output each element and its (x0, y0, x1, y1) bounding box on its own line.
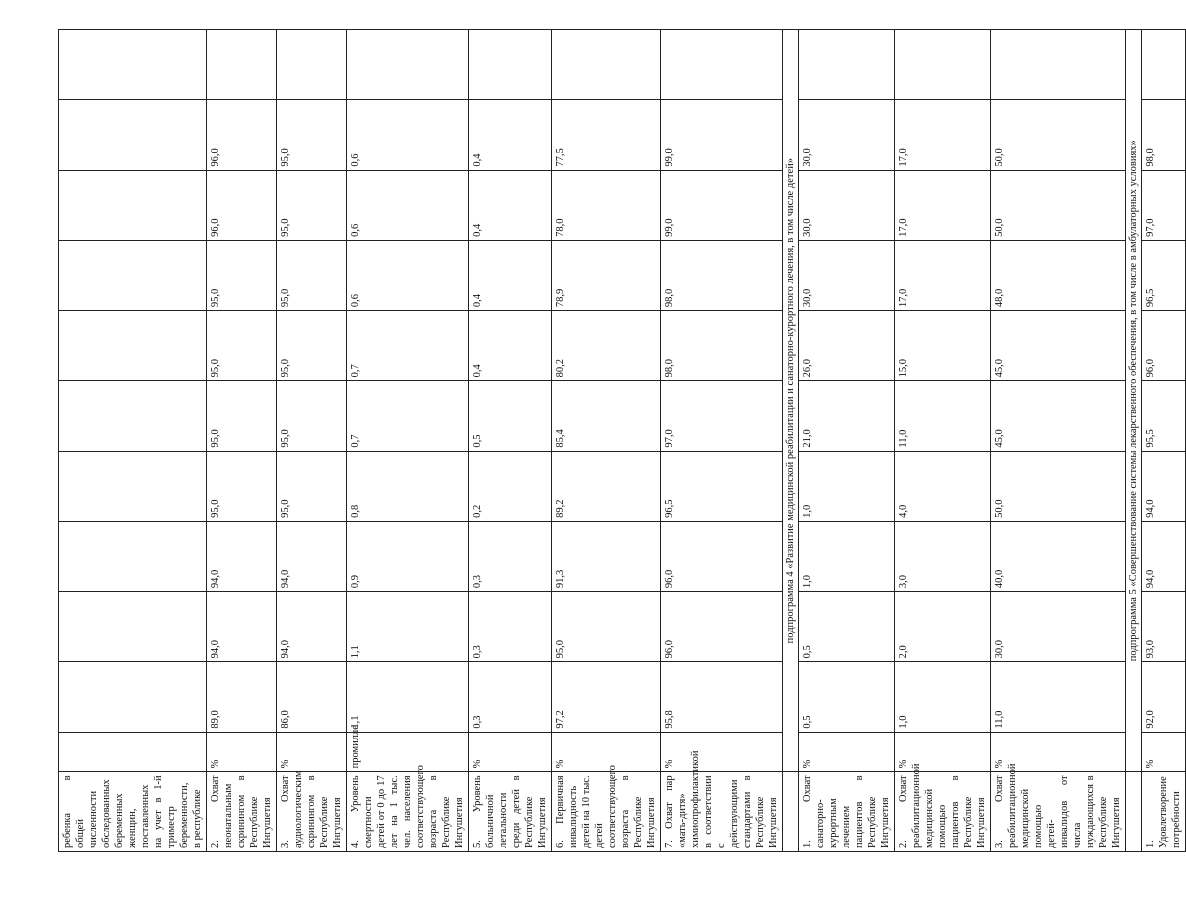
value-cell: 78,0 (552, 170, 661, 240)
value-cell: 4,0 (895, 451, 991, 521)
table-row (1142, 30, 1186, 852)
value-cell: 0,4 (469, 311, 552, 381)
value-cell: 30,0 (799, 240, 895, 310)
value-cell: 40,0 (991, 521, 1126, 591)
indicator-name: 5. Уровень больничной летальности среди детей в Республике Ингушетия (469, 772, 552, 852)
unit-cell: % (277, 732, 347, 772)
value-cell: 0,7 (347, 381, 469, 451)
indicator-name: ребенка в общей численности обследованных беременных женщин, поставленных на учет в 1-й триместр беременности, в республике (59, 772, 207, 852)
value-cell: 95,0 (207, 381, 277, 451)
value-cell: 96,0 (207, 170, 277, 240)
value-cell: 95,5 (1142, 381, 1186, 451)
value-cell: 89,0 (207, 662, 277, 732)
value-cell: 17,0 (895, 240, 991, 310)
value-cell: 0,2 (469, 451, 552, 521)
value-cell: 98,0 (661, 240, 783, 310)
value-cell: 94,0 (1142, 521, 1186, 591)
unit-cell: % (661, 732, 783, 772)
value-cell: 99,0 (661, 100, 783, 170)
indicator-name: 6. Первичная инвалидность детей на 10 тыс. детей соответствующего возраста в Республике Ингушетия (552, 772, 661, 852)
value-cell: 11,0 (991, 662, 1126, 732)
value-cell: 45,0 (991, 381, 1126, 451)
value-cell: 0,5 (799, 592, 895, 662)
value-cell: 96,5 (1142, 240, 1186, 310)
value-cell: 97,0 (661, 381, 783, 451)
unit-cell: промилле (347, 732, 469, 772)
value-cell: 21,0 (799, 381, 895, 451)
value-cell: 95,0 (552, 592, 661, 662)
value-cell: 17,0 (895, 170, 991, 240)
value-cell: 1,0 (895, 662, 991, 732)
indicator-name: 1. Удовлетворение потребности (1142, 772, 1186, 852)
unit-cell: % (895, 732, 991, 772)
value-cell: 30,0 (799, 170, 895, 240)
indicator-name: 1. Охват санаторно-курортным лечением пациентов в Республике Ингушетия (799, 772, 895, 852)
value-cell: 91,3 (552, 521, 661, 591)
value-cell: 50,0 (991, 100, 1126, 170)
value-cell: 95,8 (661, 662, 783, 732)
value-cell: 11,0 (895, 381, 991, 451)
value-cell: 95,0 (277, 311, 347, 381)
value-cell: 15,0 (895, 311, 991, 381)
indicator-name: 4. Уровень смертности детей от 0 до 17 лет на 1 тыс. чел. населения соответствующего возраста в Республике Ингушетия (347, 772, 469, 852)
value-cell: 96,5 (661, 451, 783, 521)
value-cell: 95,0 (277, 170, 347, 240)
unit-cell: % (552, 732, 661, 772)
value-cell: 98,0 (1142, 100, 1186, 170)
unit-cell: % (469, 732, 552, 772)
table-row (661, 30, 783, 852)
value-cell: 96,0 (661, 521, 783, 591)
value-cell: 1,0 (799, 521, 895, 591)
value-cell: 80,2 (552, 311, 661, 381)
value-cell: 0,4 (469, 240, 552, 310)
value-cell: 78,9 (552, 240, 661, 310)
table-row (59, 30, 207, 852)
value-cell: 96,0 (1142, 311, 1186, 381)
value-cell: 30,0 (799, 100, 895, 170)
table-row (277, 30, 347, 852)
value-cell: 1,0 (799, 451, 895, 521)
value-cell: 0,3 (469, 592, 552, 662)
value-cell: 0,6 (347, 100, 469, 170)
value-cell: 95,0 (207, 240, 277, 310)
value-cell: 0,3 (469, 662, 552, 732)
indicator-name: 7. Охват пар «мать-дитя» химиопрофилактикой в соответствии с действующими стандартами в Республике Ингушетия (661, 772, 783, 852)
value-cell: 93,0 (1142, 592, 1186, 662)
value-cell: 0,4 (469, 170, 552, 240)
value-cell: 94,0 (207, 521, 277, 591)
value-cell: 95,0 (207, 451, 277, 521)
value-cell: 17,0 (895, 100, 991, 170)
value-cell: 1,1 (347, 592, 469, 662)
unit-cell: % (1142, 732, 1186, 772)
unit-cell: % (991, 732, 1126, 772)
unit-cell: % (207, 732, 277, 772)
value-cell: 94,0 (207, 592, 277, 662)
indicators-table (58, 29, 1186, 852)
unit-cell: % (799, 732, 895, 772)
value-cell: 97,0 (1142, 170, 1186, 240)
value-cell: 77,5 (552, 100, 661, 170)
value-cell: 98,0 (661, 311, 783, 381)
value-cell: 89,2 (552, 451, 661, 521)
value-cell: 3,0 (895, 521, 991, 591)
value-cell: 0,8 (347, 451, 469, 521)
subprogram-row (783, 30, 799, 852)
rotated-page (58, 29, 1182, 852)
value-cell: 92,0 (1142, 662, 1186, 732)
value-cell: 48,0 (991, 240, 1126, 310)
indicator-name: 3. Охват аудиологическим скринингом в Республике Ингушетия (277, 772, 347, 852)
table-row (799, 30, 895, 852)
value-cell: 95,0 (207, 311, 277, 381)
value-cell: 50,0 (991, 451, 1126, 521)
value-cell: 0,4 (469, 100, 552, 170)
value-cell: 95,0 (277, 381, 347, 451)
subprogram-row (1126, 30, 1142, 852)
value-cell: 97,2 (552, 662, 661, 732)
value-cell: 0,3 (469, 521, 552, 591)
table-row (991, 30, 1126, 852)
value-cell: 99,0 (661, 170, 783, 240)
value-cell: 1,1 (347, 662, 469, 732)
value-cell: 0,5 (469, 381, 552, 451)
table-row (895, 30, 991, 852)
subprogram-title: подпрограмма 4 «Развитие медицинской реабилитации и санаторно-курортного лечения, в том числе детей» (783, 30, 799, 772)
value-cell: 0,6 (347, 170, 469, 240)
value-cell: 0,9 (347, 521, 469, 591)
table-row (469, 30, 552, 852)
value-cell: 86,0 (277, 662, 347, 732)
value-cell: 0,6 (347, 240, 469, 310)
table-row (207, 30, 277, 852)
indicator-name: 3. Охват реабилитационной медицинской помощью детей-инвалидов от числа нуждающихся в Республике Ингушетия (991, 772, 1126, 852)
value-cell: 94,0 (1142, 451, 1186, 521)
value-cell: 50,0 (991, 170, 1126, 240)
value-cell: 45,0 (991, 311, 1126, 381)
value-cell: 95,0 (277, 100, 347, 170)
indicator-name: 2. Охват неонатальным скринингом в Республике Ингушетия (207, 772, 277, 852)
value-cell: 94,0 (277, 592, 347, 662)
subprogram-title: подпрограмма 5 «Совершенствование системы лекарственного обеспечения, в том числе в амбулаторных условиях» (1126, 30, 1142, 772)
value-cell: 2,0 (895, 592, 991, 662)
value-cell: 85,4 (552, 381, 661, 451)
table-row (552, 30, 661, 852)
value-cell: 95,0 (277, 240, 347, 310)
value-cell: 30,0 (991, 592, 1126, 662)
value-cell: 0,7 (347, 311, 469, 381)
indicator-name: 2. Охват реабилитационной медицинской помощью пациентов в Республике Ингушетия (895, 772, 991, 852)
value-cell: 94,0 (277, 521, 347, 591)
value-cell: 0,5 (799, 662, 895, 732)
value-cell: 95,0 (277, 451, 347, 521)
value-cell: 96,0 (207, 100, 277, 170)
table-row (347, 30, 469, 852)
value-cell: 96,0 (661, 592, 783, 662)
value-cell: 26,0 (799, 311, 895, 381)
